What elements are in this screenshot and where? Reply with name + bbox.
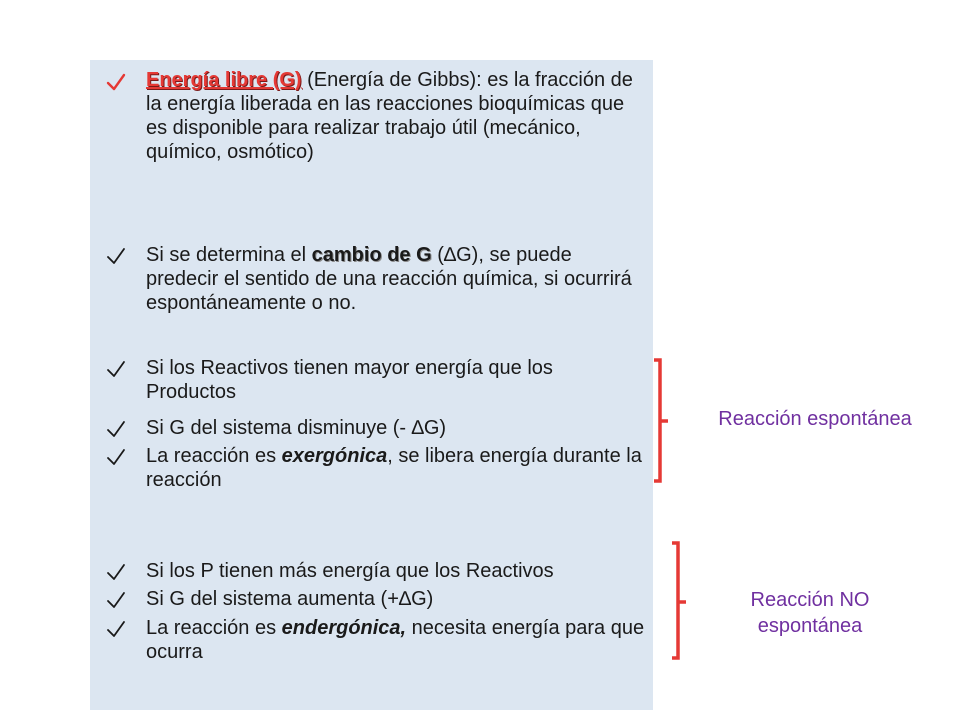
term-delta-g: cambio de G [311,244,432,266]
endergonic-text-before: La reacción es [146,617,282,639]
free-energy-definition: (Energía de Gibbs): es la fracción de la energía liberada en las reacciones bioquímicas que es disponible para realizar trabajo útil (mecánico, químico, osmótico) [146,69,633,163]
delta-g-text-before: Si se determina el [146,244,312,266]
non-spontaneous-bracket [668,538,692,664]
bullet-g-increases [146,587,646,611]
delta-g-text-after: (∆G), se puede predecir el sentido de una reacción química, si ocurrirá espontáneamente o no. [146,244,632,314]
g-decreases-text: Si G del sistema disminuye (- ∆G) [146,417,447,439]
term-exergonic: exergónica [281,445,388,467]
bullet-reactants-energy [146,356,646,404]
reactants-energy-text: Si los Reactivos tienen mayor energía que los Productos [146,357,553,403]
spontaneous-bracket [650,355,674,487]
label-non-spontaneous-line-2: espontánea [757,615,863,637]
bullet-free-energy [146,68,646,164]
term-endergonic: endergónica, [281,617,407,639]
label-non-spontaneous-reaction [700,587,920,639]
check-icon [104,445,128,469]
endergonic-text-after: necesita energía para que ocurra [146,617,645,663]
check-icon [104,357,128,381]
label-spontaneous-reaction: Reacción espontánea [718,408,912,430]
bullet-g-decreases [146,416,646,440]
exergonic-text-after: , se libera energía durante la reacción [146,445,642,491]
products-energy-text: Si los P tienen más energía que los Reactivos [146,560,554,582]
bullet-endergonic [146,616,646,664]
check-icon [104,617,128,641]
bullet-products-energy [146,559,646,583]
check-icon [104,244,128,268]
check-icon [104,560,128,584]
check-icon [104,70,128,94]
g-increases-text: Si G del sistema aumenta (+∆G) [146,588,434,610]
label-non-spontaneous-line-1: Reacción NO [750,589,870,611]
exergonic-text-before: La reacción es [146,445,282,467]
bullet-exergonic [146,444,646,492]
bullet-delta-g [146,243,646,315]
check-icon [104,417,128,441]
term-free-energy: Energía libre (G) [146,69,302,91]
check-icon [104,588,128,612]
